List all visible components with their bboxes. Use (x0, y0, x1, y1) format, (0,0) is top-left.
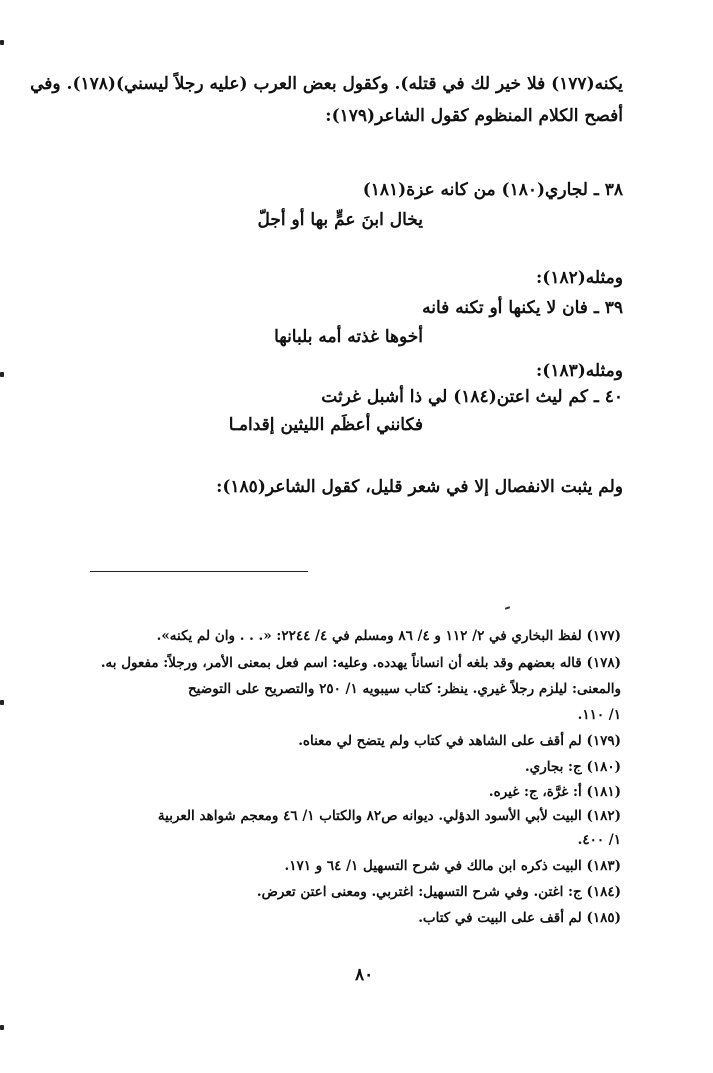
verse-40-first-hemistich: ٤٠ ـ كم ليث اعتن(١٨٤) لي ذا أشبل غرثت (321, 387, 623, 407)
body-line-1: يكنه(١٧٧) فلا خير لك في قتله). وكقول بعض العرب (عليه رجلاً ليسني)(١٧٨). وفي (30, 74, 623, 94)
footnote-separator (90, 571, 308, 572)
footnote-178: (١٧٨) قاله بعضهم وقد بلغه أن انساناً يهدده. وعليه: اسم فعل بمعنى الأمر، ورجلاً: مفعول به. (100, 655, 621, 671)
footnote-178-continued-2: ١/ ١١٠. (577, 707, 621, 723)
body-line-2: أفصح الكلام المنظوم كقول الشاعر(١٧٩): (325, 106, 623, 126)
scan-margin-mark (0, 372, 4, 377)
footnote-183: (١٨٣) البيت ذكره ابن مالك في شرح التسهيل ١/ ٦٤ و ١٧١. (284, 858, 621, 874)
footnote-185: (١٨٥) لم أقف على البيت في كتاب. (418, 910, 621, 926)
verse-38-second-hemistich: يخال ابنَ عمٍّ بها أو أجلّ (257, 210, 423, 230)
verse-40-second-hemistich: فكانني أعظَم الليثين إقدامـا (228, 415, 423, 435)
footnote-184: (١٨٤) ج: اغتن. وفي شرح التسهيل: اغتربي. ومعنى اعتن تعرض. (256, 884, 621, 900)
verse-39-intro: ومثله(١٨٢): (536, 268, 623, 288)
footnote-180: (١٨٠) ج: بجاري. (524, 759, 621, 775)
footnote-177: (١٧٧) لفظ البخاري في ٢/ ١١٢ و ٤/ ٨٦ ومسلم في ٤/ ٢٢٤٤: «. . . وان لم يكنه». (156, 628, 621, 644)
verse-38-first-hemistich: ٣٨ ـ لجاري(١٨٠) من كانه عزة(١٨١) (362, 180, 623, 200)
scan-margin-mark (0, 40, 4, 45)
footnote-182: (١٨٢) البيت لأبي الأسود الدؤلي. ديوانه ص٨٢ والكتاب ١/ ٤٦ ومعجم شواهد العربية (157, 808, 621, 824)
footnote-179: (١٧٩) لم أقف على الشاهد في كتاب ولم يتضح لي معناه. (298, 733, 621, 749)
verse-40-intro: ومثله(١٨٣): (536, 361, 623, 381)
scan-margin-mark (0, 700, 4, 705)
scan-artifact (505, 606, 510, 610)
page-number: ٨٠ (355, 965, 374, 985)
scan-margin-mark (0, 1025, 4, 1030)
footnote-182-continued: ١/ ٤٠٠. (577, 832, 621, 848)
verse-39-first-hemistich: ٣٩ ـ فان لا يكنها أو تكنه فانه (422, 298, 623, 318)
footnote-181: (١٨١) أ: غرَّة، ج: غيره. (488, 784, 621, 800)
footnote-178-continued: والمعنى: ليلزم رجلاً غيري. ينظر: كتاب سيبويه ١/ ٢٥٠ والتصريح على التوضيح (187, 681, 621, 697)
closing-line: ولم يثبت الانفصال إلا في شعر قليل، كقول الشاعر(١٨٥): (216, 477, 623, 497)
verse-39-second-hemistich: أخوها غذته أمه بلبانها (274, 327, 423, 347)
